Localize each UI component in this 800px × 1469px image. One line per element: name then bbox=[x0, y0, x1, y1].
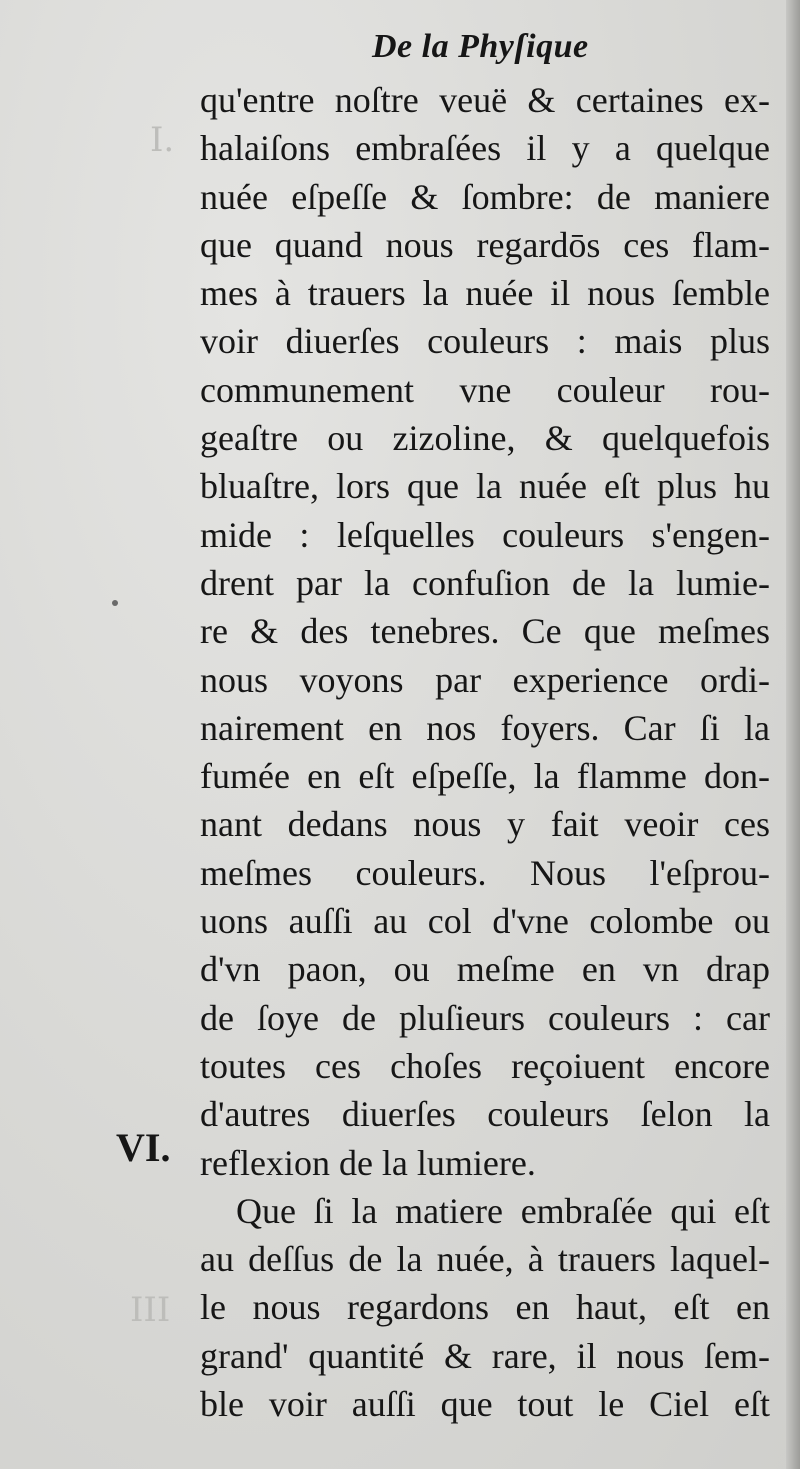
text-line: nairement en nos foyers. Car ſi la bbox=[200, 707, 770, 748]
text-line: de ſoye de pluſieurs couleurs : car bbox=[200, 997, 770, 1038]
text-line: fumée en eſt eſpeſſe, la flamme don- bbox=[200, 756, 770, 797]
page-edge-shadow bbox=[786, 0, 800, 1469]
text-line: qu'entre noſtre veuë & certaines ex- bbox=[200, 80, 770, 120]
text-line: communement vne couleur rou- bbox=[200, 369, 770, 410]
text-line: d'vn paon, ou meſme en vn drap bbox=[200, 949, 770, 990]
text-line: d'autres diuerſes couleurs ſelon la bbox=[200, 1094, 770, 1135]
body-text bbox=[200, 76, 770, 1428]
text-line: halaiſons embraſées il y a quelque bbox=[200, 128, 770, 169]
ink-speck bbox=[112, 600, 118, 606]
text-line: nuée eſpeſſe & ſombre: de maniere bbox=[200, 176, 770, 217]
text-line: mes à trauers la nuée il nous ſemble bbox=[200, 273, 770, 314]
text-line: drent par la confuſion de la lumie- bbox=[200, 562, 770, 603]
text-line: grand' quantité & rare, il nous ſem- bbox=[200, 1335, 770, 1376]
text-line: au deſſus de la nuée, à trauers laquel- bbox=[200, 1239, 770, 1280]
text-line: nant dedans nous y fait veoir ces bbox=[200, 804, 770, 845]
text-line: le nous regardons en haut, eſt en bbox=[200, 1287, 770, 1328]
bleed-through-text: III bbox=[130, 1290, 171, 1330]
text-line: voir diuerſes couleurs : mais plus bbox=[200, 321, 770, 362]
text-line: Que ſi la matiere embraſée qui eſt bbox=[236, 1190, 770, 1231]
text-line: bluaſtre, lors que la nuée eſt plus hu bbox=[200, 466, 770, 507]
running-head: De la Phyſique bbox=[372, 28, 589, 65]
text-line: mide : leſquelles couleurs s'engen- bbox=[200, 514, 770, 555]
text-line: reflexion de la lumiere. bbox=[200, 1142, 536, 1183]
text-line: uons auſſi au col d'vne colombe ou bbox=[200, 901, 770, 942]
text-line: meſmes couleurs. Nous l'eſprou- bbox=[200, 852, 770, 893]
text-line: toutes ces choſes reçoiuent encore bbox=[200, 1045, 770, 1086]
text-line: ble voir auſſi que tout le Ciel eſt bbox=[200, 1384, 770, 1425]
text-line: que quand nous regardōs ces flam- bbox=[200, 224, 770, 265]
section-marker: VI. bbox=[116, 1125, 171, 1170]
bleed-through-text: I. bbox=[150, 120, 175, 160]
text-line: nous voyons par experience ordi- bbox=[200, 659, 770, 700]
text-line: geaſtre ou zizoline, & quelquefois bbox=[200, 418, 770, 459]
text-line: re & des tenebres. Ce que meſmes bbox=[200, 611, 770, 652]
